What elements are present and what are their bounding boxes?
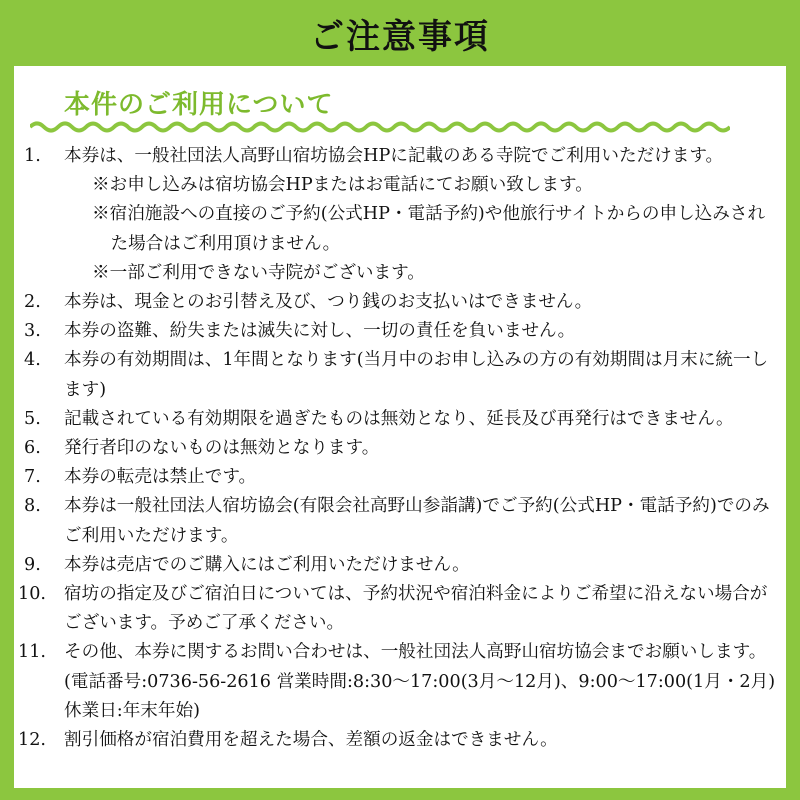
item-number: 4. bbox=[24, 350, 41, 371]
item-note: ※一部ご利用できない寺院がございます。 bbox=[92, 262, 425, 283]
list-item bbox=[24, 288, 776, 317]
list-item bbox=[18, 726, 776, 755]
item-number: 8. bbox=[24, 496, 41, 517]
item-number: 7. bbox=[24, 467, 41, 488]
item-number: 12. bbox=[18, 730, 46, 751]
list-item bbox=[24, 142, 776, 288]
item-text: 本券は、現金とのお引替え及び、つり銭のお支払いはできません。 bbox=[64, 292, 593, 313]
item-number: 10. bbox=[18, 584, 46, 605]
item-text: 本券の有効期間は、1年間となります(当月中のお申し込みの方の有効期間は月末に統一します) bbox=[64, 350, 769, 400]
item-notes bbox=[64, 171, 776, 288]
item-number: 3. bbox=[24, 321, 41, 342]
item-text: 本券の盗難、紛失または滅失に対し、一切の責任を負いません。 bbox=[64, 321, 576, 342]
page-title: ご注意事項 bbox=[310, 16, 490, 57]
title-bar bbox=[0, 0, 800, 66]
item-text: 割引価格が宿泊費用を超えた場合、差額の返金はできません。 bbox=[64, 730, 558, 751]
item-text: 本券は一般社団法人宿坊協会(有限会社高野山参詣講)でご予約(公式HP・電話予約)でのみご利用いただけます。 bbox=[64, 496, 770, 546]
item-number: 2. bbox=[24, 292, 41, 313]
list-item bbox=[18, 638, 776, 726]
item-number: 5. bbox=[24, 408, 41, 429]
item-text: 発行者印のないものは無効となります。 bbox=[64, 438, 380, 459]
wave-divider bbox=[30, 120, 730, 134]
list-item bbox=[24, 405, 776, 434]
item-number: 1. bbox=[24, 146, 41, 166]
item-note: ※お申し込みは宿坊協会HPまたはお電話にてお願い致します。 bbox=[92, 175, 593, 196]
list-item bbox=[24, 551, 776, 580]
item-text: 本券は、一般社団法人高野山宿坊協会HPに記載のある寺院でご利用いただけます。 bbox=[64, 146, 724, 166]
list-item bbox=[24, 346, 776, 404]
item-number: 9. bbox=[24, 554, 41, 575]
item-text: 本券の転売は禁止です。 bbox=[64, 467, 257, 488]
item-number: 11. bbox=[18, 642, 46, 663]
item-text: 宿坊の指定及びご宿泊日については、予約状況や宿泊料金によりご希望に沿えない場合がございます。予めご了承ください。 bbox=[64, 584, 768, 634]
notice-panel bbox=[14, 66, 786, 788]
item-text: その他、本券に関するお問い合わせは、一般社団法人高野山宿坊協会までお願いします。(電話番号:0736-56-2616 営業時間:8:30〜17:00(3月〜12月)、9:00〜17:00(1月・2月) 休業日:年末年始) bbox=[64, 642, 776, 721]
item-note: ※宿泊施設への直接のご予約(公式HP・電話予約)や他旅行サイトからの申し込みされた場合はご利用頂けません。 bbox=[92, 204, 766, 254]
notice-list bbox=[18, 142, 776, 755]
section-heading: 本件のご利用について bbox=[64, 90, 334, 120]
list-item bbox=[24, 492, 776, 550]
item-text: 本券は売店でのご購入にはご利用いただけません。 bbox=[64, 554, 470, 575]
list-item bbox=[24, 434, 776, 463]
item-number: 6. bbox=[24, 438, 41, 459]
list-item bbox=[18, 580, 776, 638]
list-item bbox=[24, 463, 776, 492]
item-text: 記載されている有効期限を過ぎたものは無効となり、延長及び再発行はできません。 bbox=[64, 408, 734, 429]
list-item bbox=[24, 317, 776, 346]
